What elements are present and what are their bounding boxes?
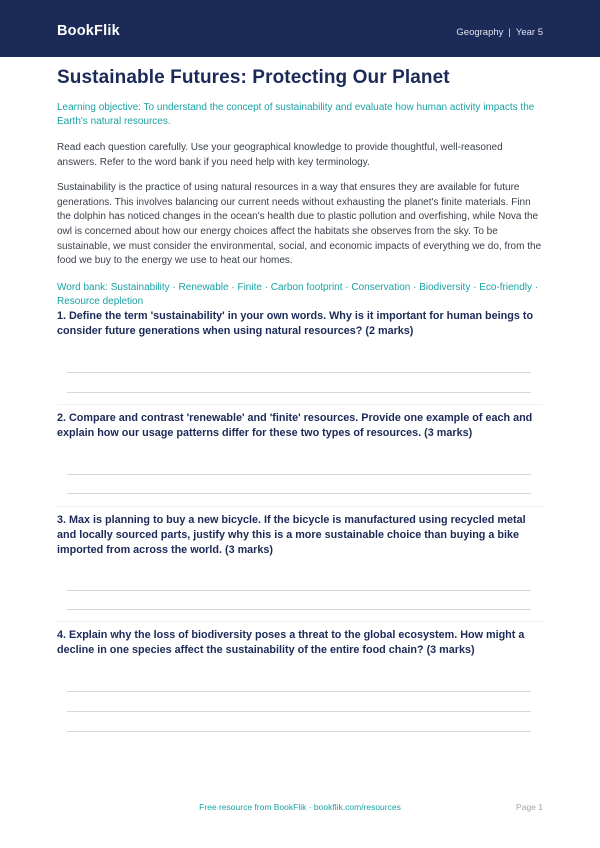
section-divider [57,506,543,507]
page-header [0,0,600,57]
answer-line[interactable] [67,372,531,373]
answer-line[interactable] [67,731,531,732]
section-divider [57,621,543,622]
question-1: 1. Define the term 'sustainability' in your own words. Why is it important for human beings to consider future generations when using natural resources? (2 marks) [57,310,534,338]
question-3: 3. Max is planning to buy a new bicycle. If the bicycle is manufactured using recycled metal and locally sourced parts, justify why this is a more sustainable choice than buying a bike imported from across the world. (3 marks) [57,514,526,557]
meta-separator: | [508,27,511,38]
worksheet-title: Sustainable Futures: Protecting Our Planet [57,67,450,88]
year-label: Year 5 [515,27,543,38]
subject-label: Geography [456,27,504,38]
worksheet-intro [57,64,543,310]
question-2: 2. Compare and contrast 'renewable' and 'finite' resources. Provide one example of each and explain how our usage patterns differ for these two types of resources. (3 marks) [57,412,533,440]
answer-line[interactable] [67,474,531,475]
answer-line[interactable] [67,691,531,692]
answer-line[interactable] [67,493,531,494]
reading-passage: Sustainability is the practice of using natural resources in a way that ensures they are available for future generations. This involves balancing our current needs without exhausting the planet's finite materials. Finn the dolphin has noticed changes in the ocean's health due to plastic pollution and overfishing, while Nova the owl is concerned about how our energy choices affect the habitats she observes from the sky. To be sustainable, we must consider the environmental, social, and economic impacts of everything we do, from the food we buy to the energy we use to heat our homes. [57,182,542,267]
answer-line[interactable] [67,711,531,712]
instructions-text: Read each question carefully. Use your geographical knowledge to provide thoughtful, well-reasoned answers. Refer to the word bank if you need help with key terminology. [57,142,503,168]
answer-line[interactable] [67,590,531,591]
page-number: Page 1 [516,802,543,812]
word-bank: Word bank: Sustainability · Renewable · Finite · Carbon footprint · Conservation · Biodiversity · Eco-friendly · Resource depletion [57,281,539,308]
question-4: 4. Explain why the loss of biodiversity poses a threat to the global ecosystem. How might a decline in one species affect the sustainability of the entire food chain? (3 marks) [57,629,525,657]
subject-year-label [456,27,543,38]
learning-objective: Learning objective: To understand the concept of sustainability and evaluate how human activity impacts the Earth's natural resources. [57,102,535,127]
footer-resource-link[interactable]: Free resource from BookFlik · bookflik.com/resources [199,802,401,812]
answer-line[interactable] [67,609,531,610]
brand-logo-text: BookFlik [57,23,120,39]
answer-line[interactable] [67,392,531,393]
section-divider [57,404,543,405]
